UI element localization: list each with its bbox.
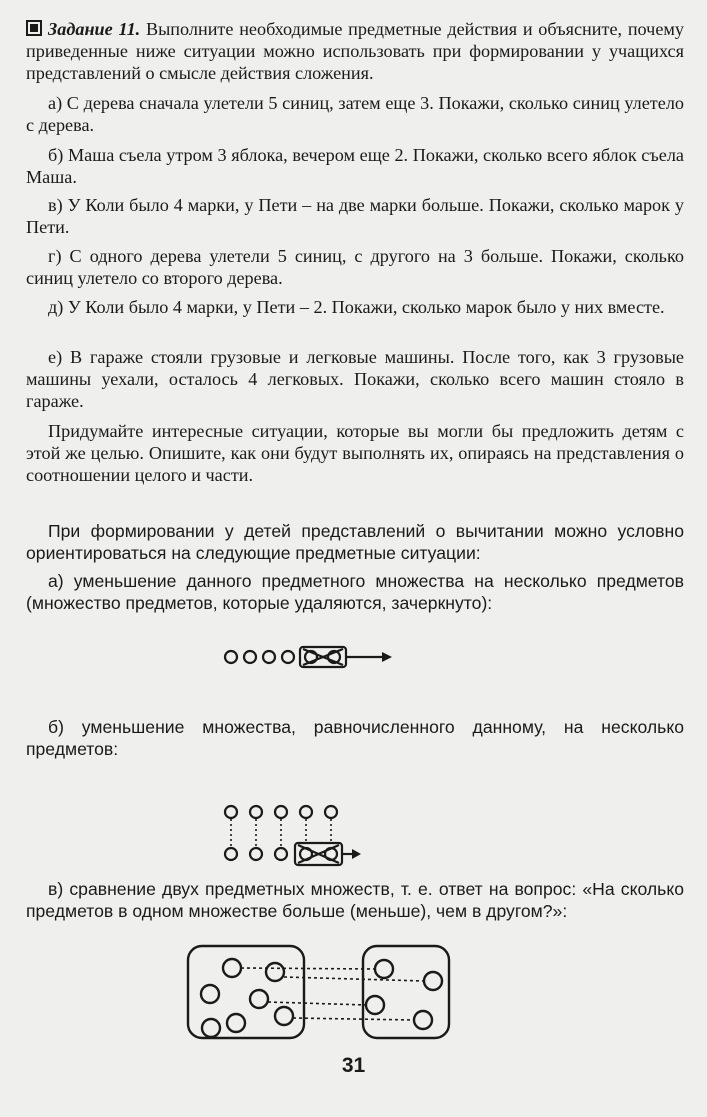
- page-number: 31: [341, 1054, 366, 1077]
- diagram-a-arrowhead: [382, 652, 392, 662]
- task-item-f: е) В гараже стояли грузовые и легковые машины. После того, как 3 грузовые машины уехали, осталось 4 легковых. Покажи, сколько всего машин стояло в гараже.: [26, 347, 684, 411]
- diagram-c-right-circle: [414, 1011, 432, 1029]
- task-item-b: б) Маша съела утром 3 яблока, вечером еще 2. Покажи, сколько всего яблок съела Маша.: [26, 145, 684, 187]
- diagram-b-top-circle: [225, 806, 237, 818]
- task-heading: Задание 11.: [48, 19, 141, 39]
- diagram-c-match-line: [241, 968, 375, 969]
- diagram-c-left-circle: [201, 985, 219, 1003]
- task-item-c: в) У Коли было 4 марки, у Пети – на две марки больше. Покажи, сколько марок у Пети.: [26, 195, 684, 237]
- diagram-b-bottom-circle: [275, 848, 287, 860]
- diagram-c-set-comparison: [0, 942, 707, 1042]
- diagram-c-left-circle: [223, 959, 241, 977]
- subtraction-case-a: а) уменьшение данного предметного множества на несколько предметов (множество предметов, которые удаляются, зачеркнуто):: [26, 571, 684, 613]
- diagram-a-circle: [282, 651, 294, 663]
- diagram-b-equal-set-reduction: [0, 802, 707, 872]
- diagram-a-set-reduction: [0, 637, 707, 677]
- diagram-c-left-circle: [227, 1014, 245, 1032]
- task-closing-paragraph: Придумайте интересные ситуации, которые вы могли бы предложить детям с этой же целью. Опишите, как они будут выполнять их, опираясь на представления о соотношении целого и части.: [26, 421, 684, 485]
- diagram-a-circle: [263, 651, 275, 663]
- square-bullet-icon: [26, 20, 42, 36]
- subtraction-case-b: б) уменьшение множества, равночисленного данному, на несколько предметов:: [26, 717, 684, 759]
- task-intro-text: Выполните необходимые предметные действия и объясните, почему приведенные ниже ситуации можно использовать при формировании у учащихся представлений о смысле действия сложения.: [26, 19, 684, 83]
- diagram-c-match-line: [268, 1002, 366, 1005]
- diagram-c-left-circle: [250, 990, 268, 1008]
- task-item-d: г) С одного дерева улетели 5 синиц, с другого на 3 больше. Покажи, сколько синиц улетело со второго дерева.: [26, 246, 684, 288]
- diagram-b-arrowhead: [352, 849, 361, 859]
- diagram-c-right-circle: [375, 960, 393, 978]
- diagram-c-left-circle: [202, 1019, 220, 1037]
- subtraction-case-c: в) сравнение двух предметных множеств, т. е. ответ на вопрос: «На сколько предметов в одном множестве больше (меньше), чем в другом?»:: [26, 879, 684, 921]
- diagram-c-left-circle: [275, 1007, 293, 1025]
- task-item-a: а) С дерева сначала улетели 5 синиц, затем еще 3. Покажи, сколько синиц улетело с дерева.: [26, 93, 684, 135]
- subtraction-intro: При формировании у детей представлений о вычитании можно условно ориентироваться на следующие предметные ситуации:: [26, 521, 684, 563]
- diagram-b-top-circle: [300, 806, 312, 818]
- diagram-b-top-circle: [250, 806, 262, 818]
- diagram-c-match-line: [293, 1018, 414, 1020]
- diagram-c-right-set-box: [363, 946, 449, 1038]
- task-item-e: д) У Коли было 4 марки, у Пети – 2. Покажи, сколько марок было у них вместе.: [48, 297, 665, 317]
- diagram-c-left-circle: [266, 963, 284, 981]
- diagram-c-right-circle: [366, 996, 384, 1014]
- diagram-b-bottom-circle: [225, 848, 237, 860]
- diagram-b-top-circle: [275, 806, 287, 818]
- diagram-a-circle: [225, 651, 237, 663]
- diagram-a-circle: [244, 651, 256, 663]
- diagram-b-bottom-circle: [250, 848, 262, 860]
- task-intro-paragraph: [26, 18, 684, 84]
- diagram-b-top-circle: [325, 806, 337, 818]
- diagram-c-right-circle: [424, 972, 442, 990]
